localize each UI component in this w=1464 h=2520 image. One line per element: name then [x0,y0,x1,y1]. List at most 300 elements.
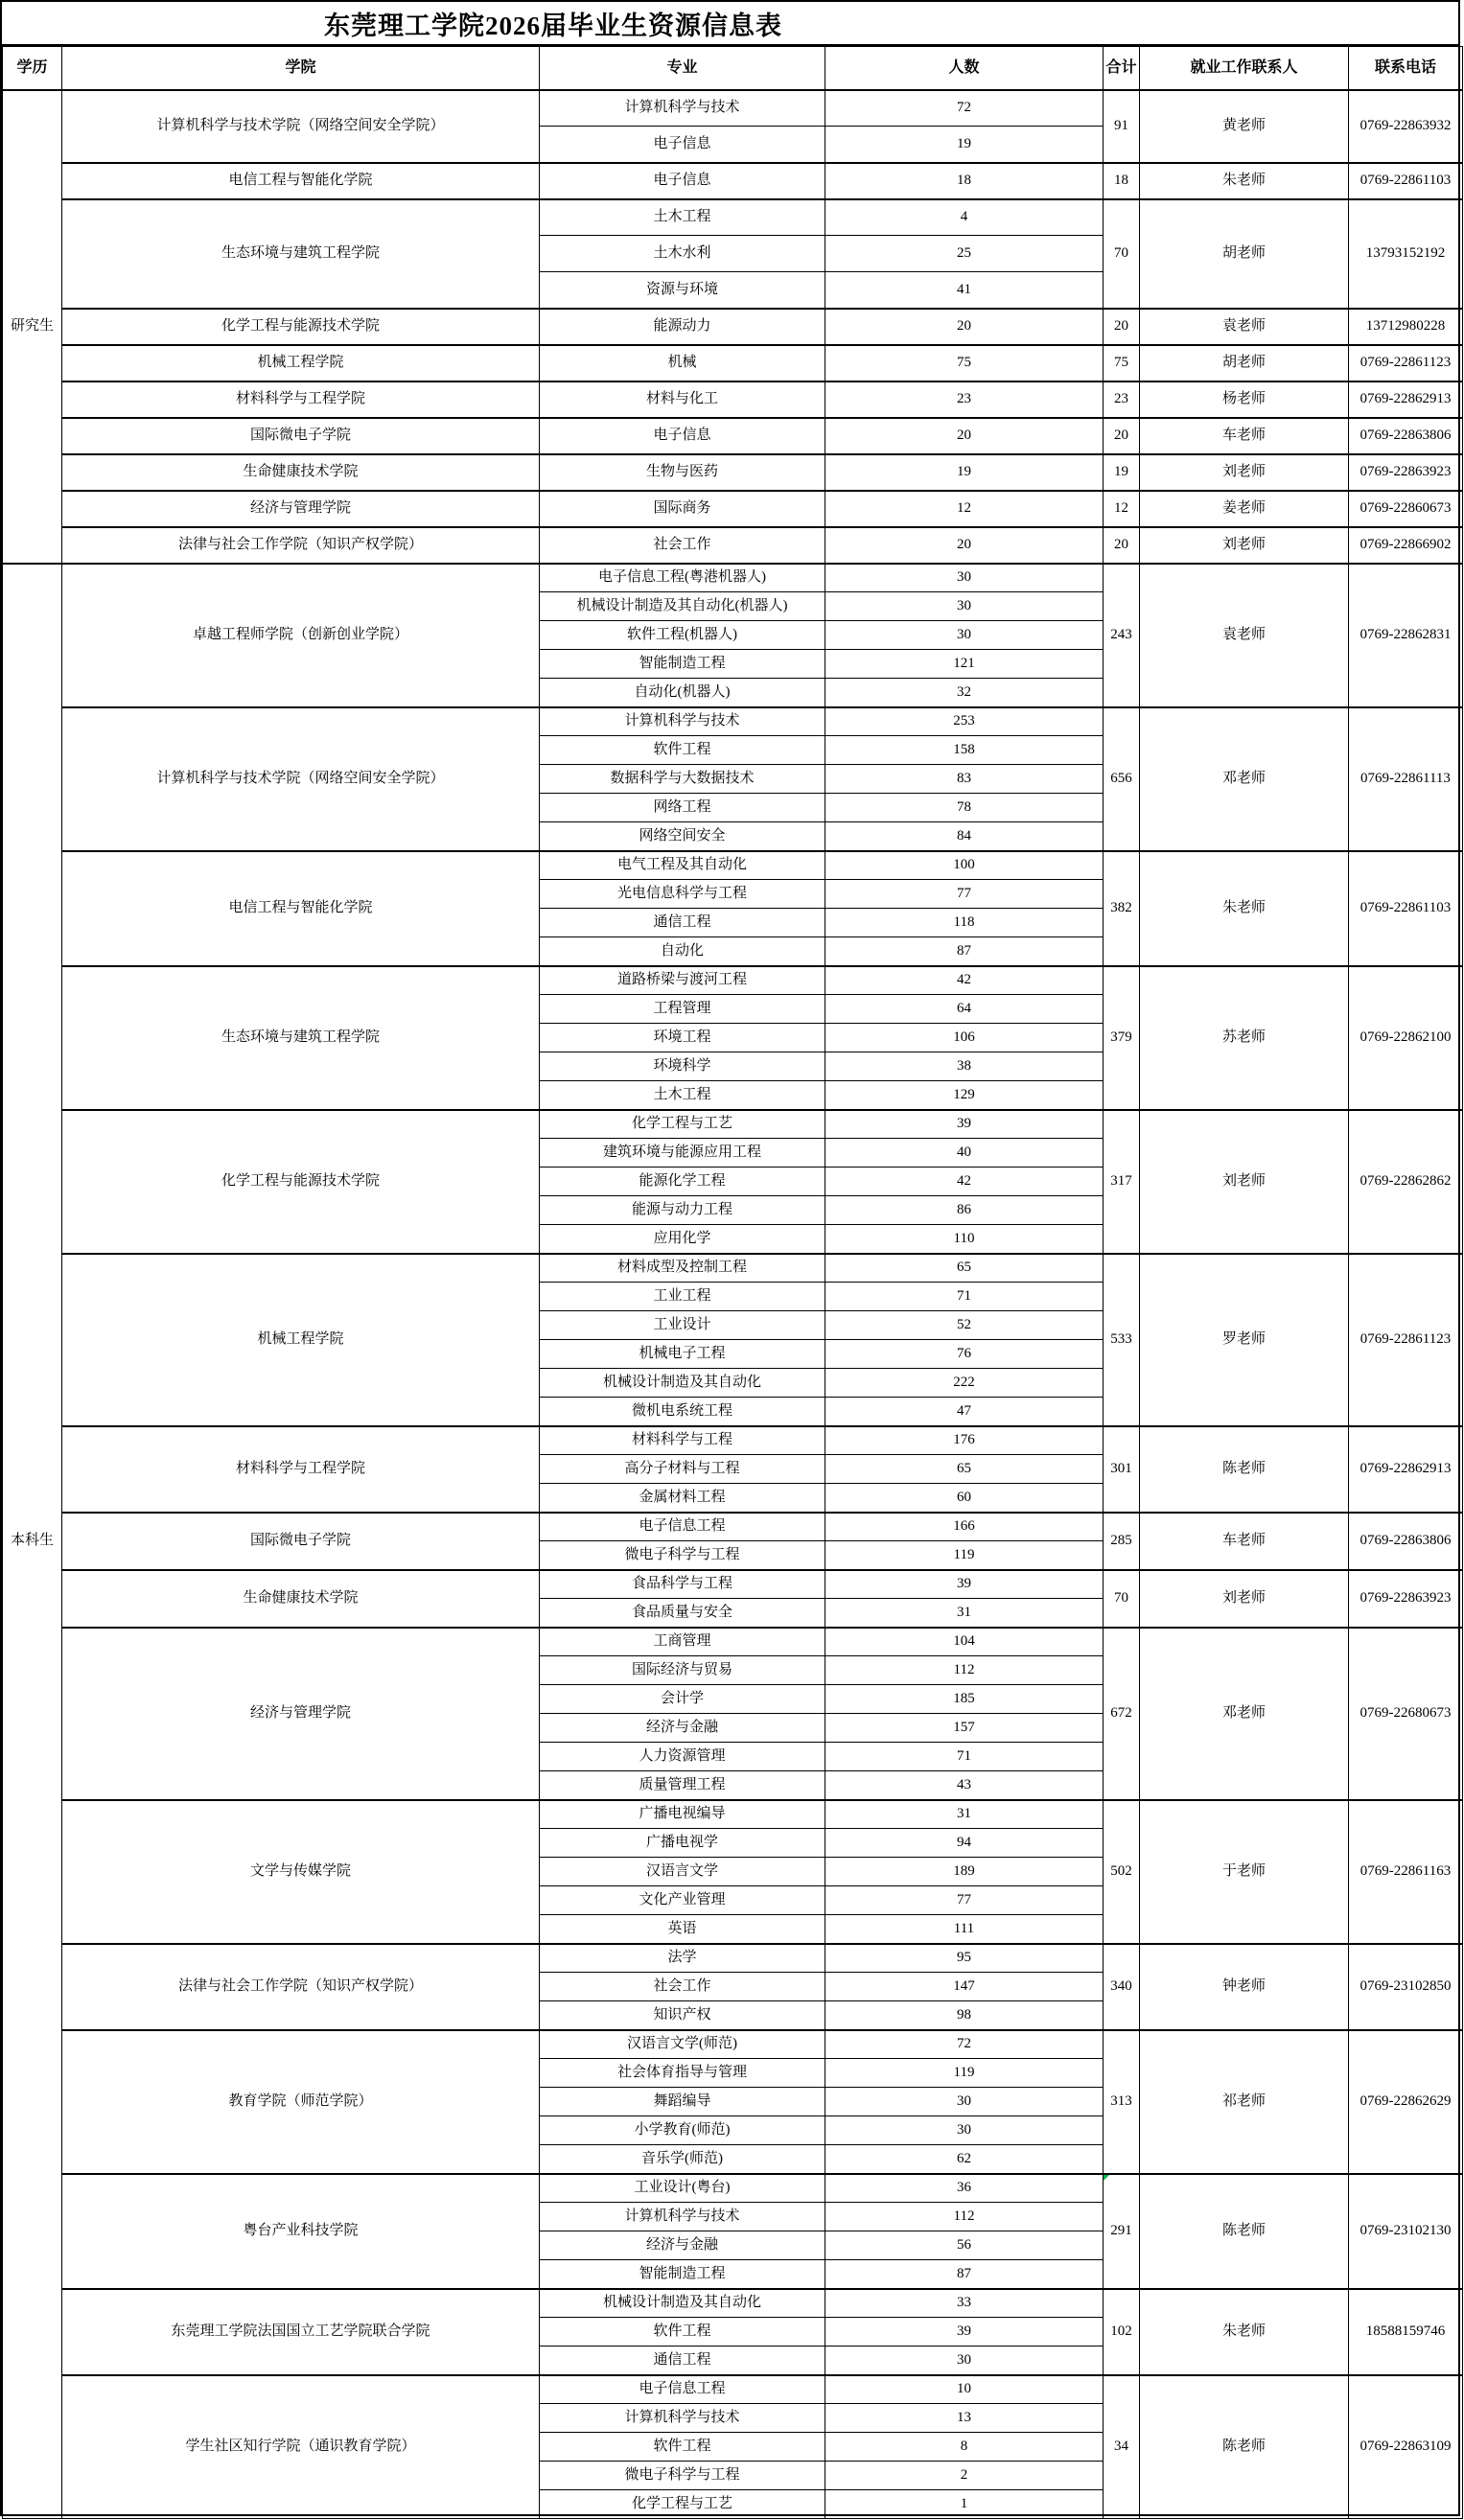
contact-cell: 黄老师 [1140,90,1349,163]
major-cell: 会计学 [540,1685,825,1714]
count-cell: 30 [825,2088,1104,2116]
total-cell: 18 [1104,163,1140,199]
total-cell: 20 [1104,309,1140,345]
header-college: 学院 [62,47,540,90]
major-cell: 通信工程 [540,909,825,937]
header-total: 合计 [1104,47,1140,90]
contact-cell: 苏老师 [1140,966,1349,1110]
count-cell: 118 [825,909,1104,937]
count-cell: 19 [825,127,1104,163]
major-cell: 数据科学与大数据技术 [540,765,825,794]
count-cell: 119 [825,1541,1104,1570]
major-cell: 应用化学 [540,1225,825,1254]
count-cell: 30 [825,2116,1104,2145]
major-cell: 电气工程及其自动化 [540,851,825,880]
total-cell: 340 [1104,1944,1140,2030]
contact-cell: 刘老师 [1140,1110,1349,1254]
table-row [3,2030,1463,2059]
college-cell: 生命健康技术学院 [62,1570,540,1628]
count-cell: 39 [825,1570,1104,1599]
major-cell: 道路桥梁与渡河工程 [540,966,825,995]
phone-cell: 0769-22862913 [1349,381,1463,418]
count-cell: 20 [825,418,1104,454]
college-cell: 计算机科学与技术学院（网络空间安全学院） [62,90,540,163]
contact-cell: 朱老师 [1140,163,1349,199]
major-cell: 电子信息工程 [540,1513,825,1541]
major-cell: 微电子科学与工程 [540,1541,825,1570]
major-cell: 微机电系统工程 [540,1398,825,1426]
page-title: 东莞理工学院2026届毕业生资源信息表 [324,11,782,40]
phone-cell: 0769-22862831 [1349,564,1463,707]
count-cell: 4 [825,199,1104,236]
major-cell: 广播电视学 [540,1829,825,1858]
count-cell: 129 [825,1081,1104,1110]
major-cell: 智能制造工程 [540,2260,825,2289]
count-cell: 111 [825,1915,1104,1944]
major-cell: 计算机科学与技术 [540,707,825,736]
major-cell: 光电信息科学与工程 [540,880,825,909]
college-cell: 机械工程学院 [62,1254,540,1426]
college-cell: 教育学院（师范学院） [62,2030,540,2174]
major-cell: 汉语言文学(师范) [540,2030,825,2059]
major-cell: 电子信息 [540,163,825,199]
count-cell: 64 [825,995,1104,1024]
table-row [3,345,1463,381]
contact-cell: 陈老师 [1140,2375,1349,2519]
major-cell: 文化产业管理 [540,1886,825,1915]
college-cell: 学生社区知行学院（通识教育学院） [62,2375,540,2519]
phone-cell: 0769-22863923 [1349,1570,1463,1628]
major-cell: 电子信息 [540,418,825,454]
count-cell: 147 [825,1973,1104,2001]
count-cell: 112 [825,2203,1104,2231]
major-cell: 能源与动力工程 [540,1196,825,1225]
header-major: 专业 [540,47,825,90]
major-cell: 土木工程 [540,1081,825,1110]
count-cell: 112 [825,1656,1104,1685]
phone-cell: 0769-22863806 [1349,1513,1463,1570]
total-cell: 533 [1104,1254,1140,1426]
major-cell: 微电子科学与工程 [540,2462,825,2490]
major-cell: 英语 [540,1915,825,1944]
college-cell: 电信工程与智能化学院 [62,163,540,199]
total-cell: 102 [1104,2289,1140,2375]
college-cell: 卓越工程师学院（创新创业学院） [62,564,540,707]
contact-cell: 祁老师 [1140,2030,1349,2174]
major-cell: 能源动力 [540,309,825,345]
header-phone: 联系电话 [1349,47,1463,90]
total-cell: 313 [1104,2030,1140,2174]
count-cell: 110 [825,1225,1104,1254]
contact-cell: 刘老师 [1140,454,1349,491]
header-row [3,47,1463,90]
major-cell: 高分子材料与工程 [540,1455,825,1484]
table-row [3,2289,1463,2318]
contact-cell: 刘老师 [1140,527,1349,564]
count-cell: 60 [825,1484,1104,1513]
count-cell: 30 [825,621,1104,650]
phone-cell: 0769-22862913 [1349,1426,1463,1513]
count-cell: 87 [825,2260,1104,2289]
count-cell: 65 [825,1455,1104,1484]
total-cell: 285 [1104,1513,1140,1570]
table-row [3,418,1463,454]
phone-cell: 0769-22862629 [1349,2030,1463,2174]
major-cell: 软件工程(机器人) [540,621,825,650]
college-cell: 材料科学与工程学院 [62,1426,540,1513]
major-cell: 知识产权 [540,2001,825,2030]
major-cell: 法学 [540,1944,825,1973]
count-cell: 33 [825,2289,1104,2318]
major-cell: 软件工程 [540,2433,825,2462]
major-cell: 网络工程 [540,794,825,822]
count-cell: 19 [825,454,1104,491]
major-cell: 材料成型及控制工程 [540,1254,825,1283]
phone-cell: 0769-22861103 [1349,163,1463,199]
phone-cell: 13793152192 [1349,199,1463,309]
count-cell: 76 [825,1340,1104,1369]
count-cell: 25 [825,236,1104,272]
major-cell: 社会体育指导与管理 [540,2059,825,2088]
major-cell: 食品科学与工程 [540,1570,825,1599]
count-cell: 222 [825,1369,1104,1398]
major-cell: 机械设计制造及其自动化 [540,1369,825,1398]
count-cell: 71 [825,1743,1104,1771]
major-cell: 化学工程与工艺 [540,2490,825,2519]
count-cell: 71 [825,1283,1104,1311]
count-cell: 30 [825,592,1104,621]
table-row [3,851,1463,880]
major-cell: 能源化学工程 [540,1168,825,1196]
major-cell: 国际经济与贸易 [540,1656,825,1685]
major-cell: 资源与环境 [540,272,825,309]
count-cell: 42 [825,1168,1104,1196]
title-row [2,2,1458,46]
major-cell: 生物与医药 [540,454,825,491]
major-cell: 电子信息 [540,127,825,163]
contact-cell: 袁老师 [1140,564,1349,707]
contact-cell: 刘老师 [1140,1570,1349,1628]
count-cell: 77 [825,1886,1104,1915]
phone-cell: 0769-22861113 [1349,707,1463,851]
total-cell: 656 [1104,707,1140,851]
table-row [3,1110,1463,1139]
phone-cell: 0769-22861123 [1349,1254,1463,1426]
major-cell: 建筑环境与能源应用工程 [540,1139,825,1168]
table-row [3,163,1463,199]
major-cell: 土木工程 [540,199,825,236]
major-cell: 自动化(机器人) [540,679,825,707]
college-cell: 电信工程与智能化学院 [62,851,540,966]
total-cell: 23 [1104,381,1140,418]
major-cell: 小学教育(师范) [540,2116,825,2145]
phone-cell: 0769-22863932 [1349,90,1463,163]
major-cell: 音乐学(师范) [540,2145,825,2174]
count-cell: 42 [825,966,1104,995]
major-cell: 经济与金融 [540,2231,825,2260]
table-header [3,47,1463,90]
major-cell: 社会工作 [540,1973,825,2001]
total-cell: 379 [1104,966,1140,1110]
table-body [3,90,1463,2519]
contact-cell: 杨老师 [1140,381,1349,418]
college-cell: 生命健康技术学院 [62,454,540,491]
major-cell: 自动化 [540,937,825,966]
total-cell: 91 [1104,90,1140,163]
table-row [3,1628,1463,1656]
total-cell: 70 [1104,199,1140,309]
count-cell: 30 [825,2347,1104,2375]
table-row [3,90,1463,127]
college-cell: 粤台产业科技学院 [62,2174,540,2289]
degree-cell: 本科生 [3,564,62,2519]
major-cell: 软件工程 [540,2318,825,2347]
contact-cell: 陈老师 [1140,2174,1349,2289]
contact-cell: 钟老师 [1140,1944,1349,2030]
college-cell: 生态环境与建筑工程学院 [62,199,540,309]
major-cell: 经济与金融 [540,1714,825,1743]
major-cell: 电子信息工程(粤港机器人) [540,564,825,592]
major-cell: 人力资源管理 [540,1743,825,1771]
count-cell: 31 [825,1800,1104,1829]
count-cell: 72 [825,2030,1104,2059]
count-cell: 98 [825,2001,1104,2030]
major-cell: 计算机科学与技术 [540,2203,825,2231]
count-cell: 23 [825,381,1104,418]
major-cell: 计算机科学与技术 [540,2404,825,2433]
table-row [3,199,1463,236]
total-cell: 301 [1104,1426,1140,1513]
count-cell: 30 [825,564,1104,592]
college-cell: 计算机科学与技术学院（网络空间安全学院） [62,707,540,851]
count-cell: 84 [825,822,1104,851]
contact-cell: 姜老师 [1140,491,1349,527]
phone-cell: 18588159746 [1349,2289,1463,2375]
table-row [3,491,1463,527]
count-cell: 13 [825,2404,1104,2433]
contact-cell: 朱老师 [1140,2289,1349,2375]
count-cell: 83 [825,765,1104,794]
contact-cell: 邓老师 [1140,707,1349,851]
count-cell: 39 [825,2318,1104,2347]
count-cell: 65 [825,1254,1104,1283]
count-cell: 18 [825,163,1104,199]
table-row [3,564,1463,592]
phone-cell: 0769-22861123 [1349,345,1463,381]
major-cell: 汉语言文学 [540,1858,825,1886]
contact-cell: 车老师 [1140,1513,1349,1570]
phone-cell: 0769-23102130 [1349,2174,1463,2289]
table-row [3,1254,1463,1283]
phone-cell: 0769-22862862 [1349,1110,1463,1254]
total-cell: 20 [1104,527,1140,564]
count-cell: 52 [825,1311,1104,1340]
contact-cell: 车老师 [1140,418,1349,454]
total-cell: 291 [1104,2174,1140,2289]
count-cell: 39 [825,1110,1104,1139]
count-cell: 20 [825,309,1104,345]
count-cell: 43 [825,1771,1104,1800]
major-cell: 工程管理 [540,995,825,1024]
count-cell: 62 [825,2145,1104,2174]
count-cell: 189 [825,1858,1104,1886]
college-cell: 文学与传媒学院 [62,1800,540,1944]
contact-cell: 罗老师 [1140,1254,1349,1426]
college-cell: 法律与社会工作学院（知识产权学院） [62,1944,540,2030]
table-row [3,966,1463,995]
major-cell: 材料与化工 [540,381,825,418]
college-cell: 国际微电子学院 [62,1513,540,1570]
phone-cell: 0769-22863923 [1349,454,1463,491]
major-cell: 机械设计制造及其自动化 [540,2289,825,2318]
total-cell: 12 [1104,491,1140,527]
major-cell: 食品质量与安全 [540,1599,825,1628]
resource-table [2,46,1463,2519]
count-cell: 253 [825,707,1104,736]
count-cell: 31 [825,1599,1104,1628]
table-row [3,1800,1463,1829]
major-cell: 工业设计(粤台) [540,2174,825,2203]
college-cell: 经济与管理学院 [62,491,540,527]
table-row [3,2174,1463,2203]
count-cell: 41 [825,272,1104,309]
major-cell: 土木水利 [540,236,825,272]
major-cell: 工业设计 [540,1311,825,1340]
major-cell: 社会工作 [540,527,825,564]
college-cell: 东莞理工学院法国国立工艺学院联合学院 [62,2289,540,2375]
major-cell: 电子信息工程 [540,2375,825,2404]
count-cell: 72 [825,90,1104,127]
major-cell: 质量管理工程 [540,1771,825,1800]
contact-cell: 袁老师 [1140,309,1349,345]
college-cell: 化学工程与能源技术学院 [62,1110,540,1254]
phone-cell: 13712980228 [1349,309,1463,345]
count-cell: 36 [825,2174,1104,2203]
major-cell: 环境科学 [540,1052,825,1081]
count-cell: 185 [825,1685,1104,1714]
phone-cell: 0769-22860673 [1349,491,1463,527]
major-cell: 通信工程 [540,2347,825,2375]
contact-cell: 胡老师 [1140,199,1349,309]
count-cell: 121 [825,650,1104,679]
count-cell: 8 [825,2433,1104,2462]
count-cell: 157 [825,1714,1104,1743]
count-cell: 119 [825,2059,1104,2088]
major-cell: 计算机科学与技术 [540,90,825,127]
count-cell: 94 [825,1829,1104,1858]
count-cell: 78 [825,794,1104,822]
phone-cell: 0769-22863806 [1349,418,1463,454]
major-cell: 工业工程 [540,1283,825,1311]
major-cell: 国际商务 [540,491,825,527]
phone-cell: 0769-22680673 [1349,1628,1463,1800]
count-cell: 38 [825,1052,1104,1081]
count-cell: 87 [825,937,1104,966]
count-cell: 95 [825,1944,1104,1973]
count-cell: 104 [825,1628,1104,1656]
major-cell: 智能制造工程 [540,650,825,679]
phone-cell: 0769-23102850 [1349,1944,1463,2030]
table-row [3,381,1463,418]
total-cell: 75 [1104,345,1140,381]
degree-cell: 研究生 [3,90,62,564]
count-cell: 75 [825,345,1104,381]
college-cell: 材料科学与工程学院 [62,381,540,418]
table-row [3,527,1463,564]
major-cell: 机械电子工程 [540,1340,825,1369]
phone-cell: 0769-22862100 [1349,966,1463,1110]
college-cell: 国际微电子学院 [62,418,540,454]
total-cell: 20 [1104,418,1140,454]
count-cell: 106 [825,1024,1104,1052]
major-cell: 广播电视编导 [540,1800,825,1829]
phone-cell: 0769-22863109 [1349,2375,1463,2519]
table-row [3,454,1463,491]
college-cell: 法律与社会工作学院（知识产权学院） [62,527,540,564]
major-cell: 软件工程 [540,736,825,765]
college-cell: 机械工程学院 [62,345,540,381]
header-degree: 学历 [3,47,62,90]
table-row [3,1513,1463,1541]
major-cell: 机械设计制造及其自动化(机器人) [540,592,825,621]
count-cell: 12 [825,491,1104,527]
table-row [3,707,1463,736]
total-cell: 70 [1104,1570,1140,1628]
contact-cell: 陈老师 [1140,1426,1349,1513]
college-cell: 化学工程与能源技术学院 [62,309,540,345]
contact-cell: 朱老师 [1140,851,1349,966]
major-cell: 舞蹈编导 [540,2088,825,2116]
total-cell: 382 [1104,851,1140,966]
count-cell: 100 [825,851,1104,880]
total-cell: 34 [1104,2375,1140,2519]
phone-cell: 0769-22861103 [1349,851,1463,966]
count-cell: 56 [825,2231,1104,2260]
count-cell: 158 [825,736,1104,765]
header-contact: 就业工作联系人 [1140,47,1349,90]
count-cell: 40 [825,1139,1104,1168]
count-cell: 86 [825,1196,1104,1225]
table-row [3,1570,1463,1599]
count-cell: 77 [825,880,1104,909]
count-cell: 166 [825,1513,1104,1541]
table-row [3,1426,1463,1455]
major-cell: 网络空间安全 [540,822,825,851]
total-cell: 672 [1104,1628,1140,1800]
header-count: 人数 [825,47,1104,90]
total-cell: 317 [1104,1110,1140,1254]
total-cell: 243 [1104,564,1140,707]
count-cell: 47 [825,1398,1104,1426]
count-cell: 2 [825,2462,1104,2490]
major-cell: 金属材料工程 [540,1484,825,1513]
count-cell: 20 [825,527,1104,564]
total-cell: 502 [1104,1800,1140,1944]
college-cell: 经济与管理学院 [62,1628,540,1800]
count-cell: 1 [825,2490,1104,2519]
table-row [3,309,1463,345]
table-row [3,2375,1463,2404]
major-cell: 环境工程 [540,1024,825,1052]
phone-cell: 0769-22861163 [1349,1800,1463,1944]
total-cell: 19 [1104,454,1140,491]
contact-cell: 于老师 [1140,1800,1349,1944]
major-cell: 机械 [540,345,825,381]
major-cell: 材料科学与工程 [540,1426,825,1455]
count-cell: 32 [825,679,1104,707]
count-cell: 10 [825,2375,1104,2404]
contact-cell: 胡老师 [1140,345,1349,381]
